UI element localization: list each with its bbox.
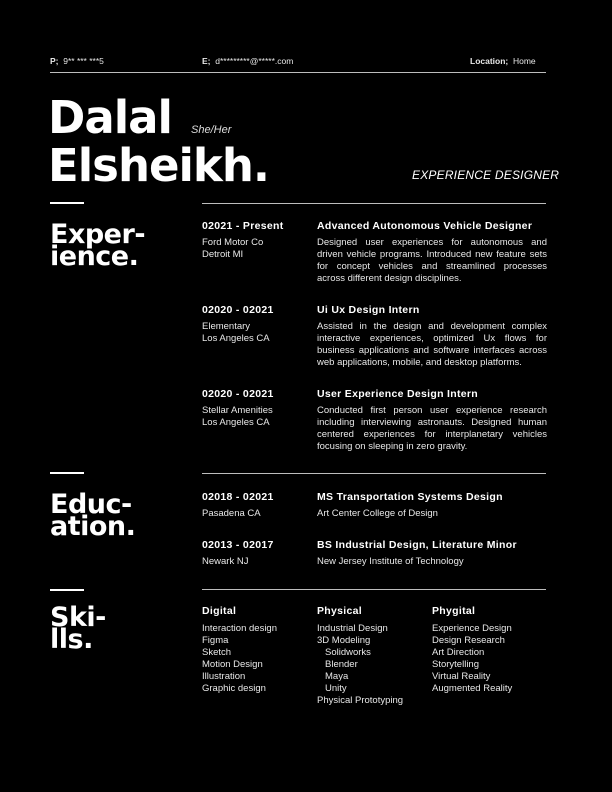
experience-heading-line1: Exper-	[50, 219, 146, 250]
last-name: Elsheikh.	[48, 139, 269, 192]
experience-heading-line2: ience.	[50, 241, 139, 272]
experience-org-location	[202, 237, 312, 261]
education-degree: MS Transportation Systems Design	[317, 491, 503, 503]
education-dates: 02013 - 02017	[202, 539, 274, 551]
skill-item: 3D Modeling	[317, 635, 371, 646]
skills-column-phygital	[432, 605, 512, 695]
education-location: Pasadena CA	[202, 508, 261, 519]
skills-heading-line2: lls.	[50, 624, 93, 655]
experience-dates: 02020 - 02021	[202, 388, 274, 400]
education-degree: BS Industrial Design, Literature Minor	[317, 539, 517, 551]
skill-item: Experience Design	[432, 623, 512, 634]
skill-subitem: Solidworks	[325, 647, 371, 658]
experience-heading	[50, 219, 146, 272]
email-contact	[202, 56, 293, 66]
experience-org-location	[202, 405, 312, 429]
job-title: EXPERIENCE DESIGNER	[412, 168, 560, 182]
experience-description: Designed user experiences for autonomous and driven vehicle programs. Introduced new feature sets for concept vehicles and streamlined processes across different design disciplines.	[317, 237, 547, 284]
skill-item: Design Research	[432, 635, 505, 646]
experience-org-location	[202, 321, 312, 345]
pronouns: She/Her	[191, 124, 232, 136]
education-school: New Jersey Institute of Technology	[317, 556, 464, 567]
experience-location: Los Angeles CA	[202, 417, 270, 428]
experience-dates: 02020 - 02021	[202, 304, 274, 316]
experience-org: Ford Motor Co	[202, 237, 264, 248]
email-value: d*********@*****.com	[215, 56, 294, 66]
experience-description: Conducted first person user experience research including interviewing astronauts. Designed human centered experiences for interplanetary vehicles focusing on sleeping in zero gravity.	[317, 405, 547, 452]
skill-item: Motion Design	[202, 659, 263, 670]
education-location: Newark NJ	[202, 556, 249, 567]
phone-contact	[50, 56, 104, 66]
skill-item: Augmented Reality	[432, 683, 513, 694]
header-divider	[50, 72, 546, 73]
skill-subitem: Unity	[325, 683, 347, 694]
experience-org: Elementary	[202, 321, 251, 332]
skills-list-digital	[202, 623, 277, 695]
skill-item: Storytelling	[432, 659, 479, 670]
skill-item: Virtual Reality	[432, 671, 491, 682]
education-heading-line2: ation.	[50, 511, 136, 542]
skill-item: Interaction design	[202, 623, 277, 634]
skill-item: Graphic design	[202, 683, 266, 694]
skill-item: Art Direction	[432, 647, 485, 658]
skills-divider	[202, 589, 546, 590]
experience-divider	[202, 203, 546, 204]
experience-role: User Experience Design Intern	[317, 388, 479, 400]
experience-description: Assisted in the design and development complex interactive experiences, optimized Ux flows for business applications and software interfaces across web applications, mobile, and desktop platforms.	[317, 321, 547, 368]
experience-org: Stellar Amenities	[202, 405, 273, 416]
skills-heading	[50, 602, 106, 655]
experience-role: Advanced Autonomous Vehicle Designer	[317, 220, 533, 232]
skills-column-physical	[317, 605, 403, 707]
skill-item: Physical Prototyping	[317, 695, 404, 706]
location-label: Location;	[470, 56, 509, 66]
skill-item: Illustration	[202, 671, 246, 682]
phone-label: P;	[50, 56, 59, 66]
experience-role: Ui Ux Design Intern	[317, 304, 420, 316]
skills-heading-digital: Digital	[202, 605, 237, 617]
education-heading	[50, 489, 136, 542]
skills-heading-phygital: Phygital	[432, 605, 476, 617]
phone-value: 9** *** ***5	[63, 56, 104, 66]
experience-location: Detroit MI	[202, 249, 244, 260]
skills-column-digital	[202, 605, 277, 695]
experience-accent-line	[50, 202, 84, 204]
experience-dates: 02021 - Present	[202, 220, 284, 232]
education-divider	[202, 473, 546, 474]
skill-item: Sketch	[202, 647, 232, 658]
skill-subitem: Maya	[325, 671, 349, 682]
education-heading-line1: Educ-	[50, 489, 132, 520]
skills-list-physical	[317, 623, 403, 707]
location-contact	[470, 56, 536, 66]
skill-item: Figma	[202, 635, 229, 646]
skill-subitem: Blender	[325, 659, 358, 670]
email-label: E;	[202, 56, 211, 66]
education-school: Art Center College of Design	[317, 508, 438, 519]
skill-item: Industrial Design	[317, 623, 388, 634]
skills-heading-line1: Ski-	[50, 602, 106, 633]
education-dates: 02018 - 02021	[202, 491, 274, 503]
first-name: Dalal	[48, 91, 172, 144]
education-accent-line	[50, 472, 84, 474]
skills-list-phygital	[432, 623, 512, 695]
location-value: Home	[512, 56, 536, 66]
experience-location: Los Angeles CA	[202, 333, 270, 344]
skills-heading-physical: Physical	[317, 605, 363, 617]
skills-accent-line	[50, 589, 84, 591]
